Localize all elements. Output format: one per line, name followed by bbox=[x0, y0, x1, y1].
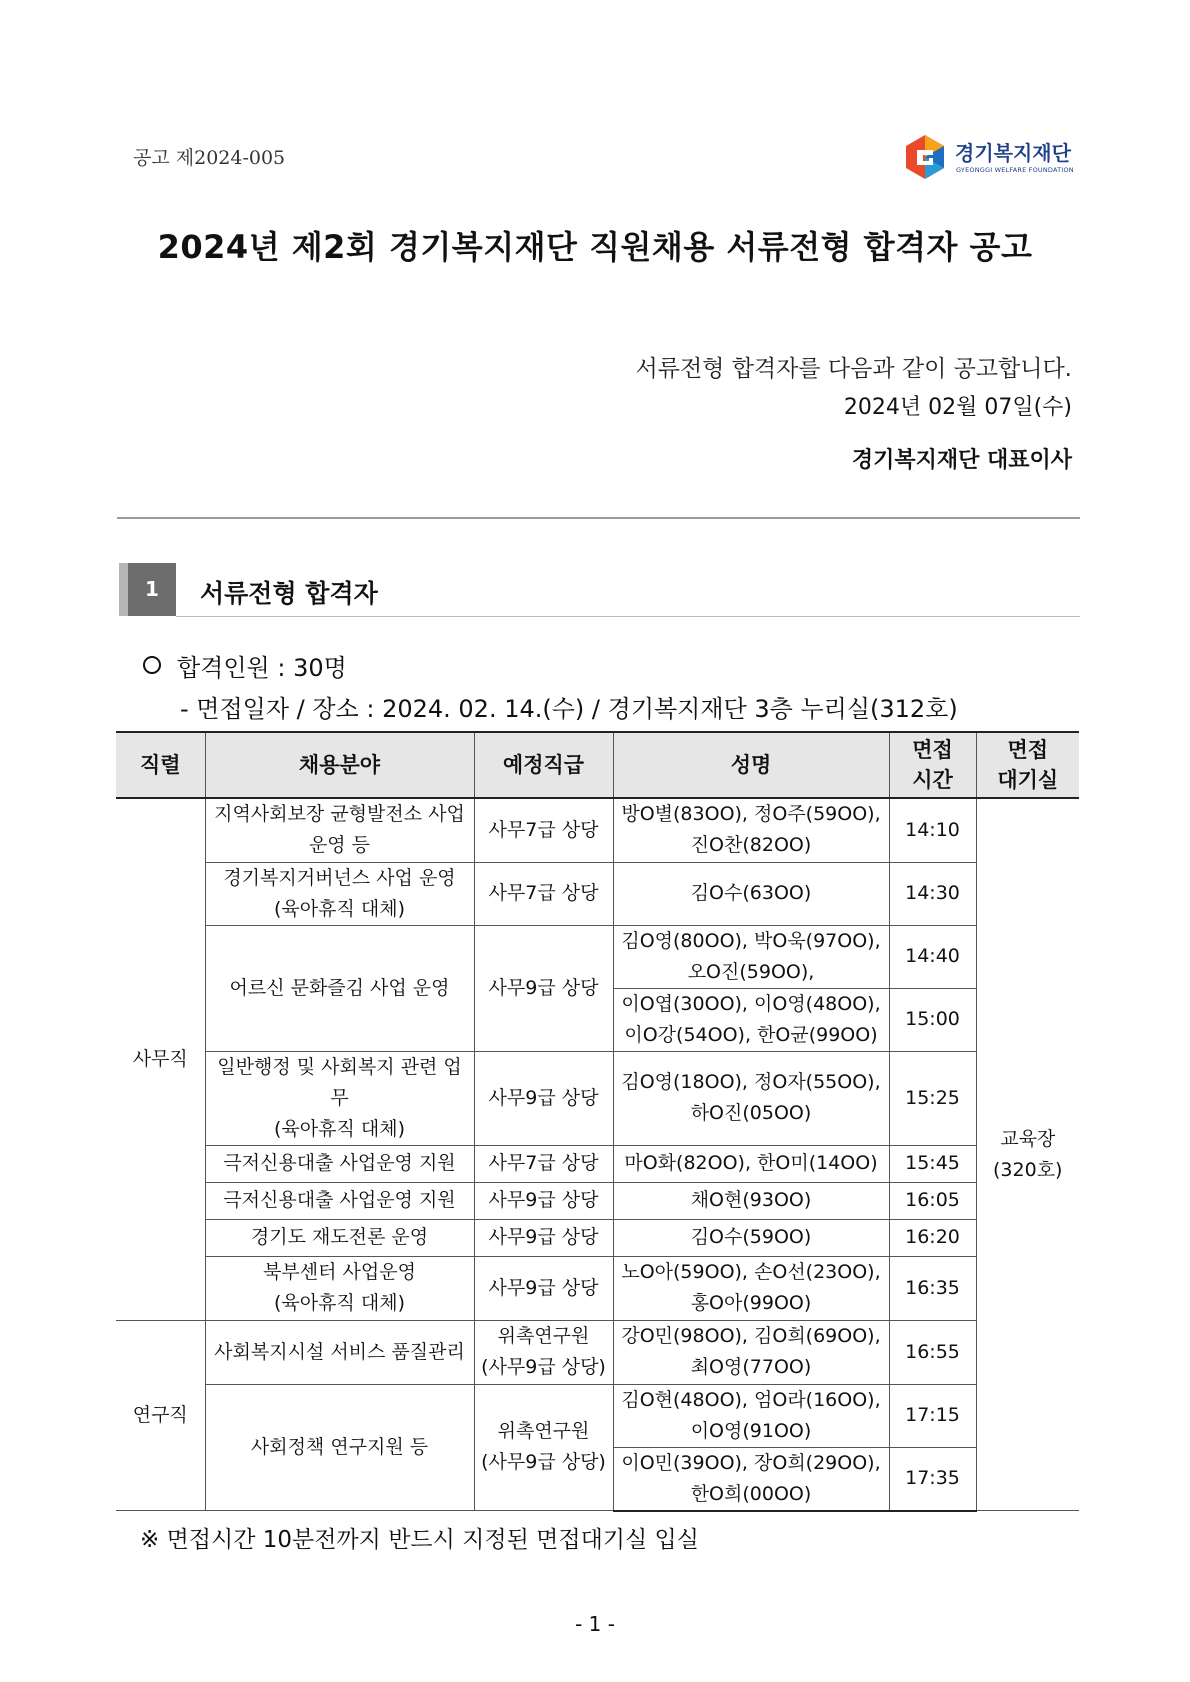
interview-note: ※ 면접시간 10분전까지 반드시 지정된 면접대기실 입실 bbox=[140, 1527, 699, 1553]
time-cell: 14:40 bbox=[889, 925, 976, 988]
circle-bullet-icon bbox=[143, 656, 161, 674]
names-cell: 채O현(93OO) bbox=[613, 1182, 889, 1219]
field-cell: 경기복지거버넌스 사업 운영 (육아휴직 대체) bbox=[205, 862, 474, 925]
table-row bbox=[116, 1182, 1079, 1219]
field-cell: 극저신용대출 사업운영 지원 bbox=[205, 1182, 474, 1219]
logo-mark-icon bbox=[903, 133, 947, 181]
table-row bbox=[116, 798, 1079, 862]
field-cell: 사회정책 연구지원 등 bbox=[205, 1384, 474, 1511]
page-title: 2024년 제2회 경기복지재단 직원채용 서류전형 합격자 공고 bbox=[157, 228, 1033, 266]
names-cell: 노O아(59OO), 손O선(23OO), 홍O아(99OO) bbox=[613, 1256, 889, 1320]
time-cell: 15:45 bbox=[889, 1145, 976, 1182]
page-number: - 1 - bbox=[575, 1612, 615, 1636]
names-cell: 김O영(18OO), 정O자(55OO), 하O진(05OO) bbox=[613, 1051, 889, 1145]
announcement-text: 서류전형 합격자를 다음과 같이 공고합니다. bbox=[635, 356, 1072, 382]
headcount-line bbox=[143, 648, 347, 683]
table-header-row bbox=[116, 732, 1079, 798]
time-cell: 16:35 bbox=[889, 1256, 976, 1320]
field-cell: 극저신용대출 사업운영 지원 bbox=[205, 1145, 474, 1182]
section-title: 서류전형 합격자 bbox=[200, 579, 378, 608]
field-cell: 일반행정 및 사회복지 관련 업무 (육아휴직 대체) bbox=[205, 1051, 474, 1145]
grade-cell: 사무7급 상당 bbox=[474, 798, 613, 862]
table-row bbox=[116, 925, 1079, 988]
grade-cell: 사무9급 상당 bbox=[474, 925, 613, 1051]
names-cell: 김O현(48OO), 엄O라(16OO), 이O영(91OO) bbox=[613, 1384, 889, 1447]
names-cell: 강O민(98OO), 김O희(69OO), 최O영(77OO) bbox=[613, 1320, 889, 1384]
schedule-line: - 면접일자 / 장소 : 2024. 02. 14.(수) / 경기복지재단 3층 누리실(312호) bbox=[180, 695, 958, 723]
grade-cell: 위촉연구원 (사무9급 상당) bbox=[474, 1384, 613, 1511]
grade-cell: 사무9급 상당 bbox=[474, 1182, 613, 1219]
table-row bbox=[116, 862, 1079, 925]
time-cell: 17:35 bbox=[889, 1447, 976, 1511]
grade-cell: 위촉연구원 (사무9급 상당) bbox=[474, 1320, 613, 1384]
names-cell: 이O민(39OO), 장O희(29OO), 한O희(00OO) bbox=[613, 1447, 889, 1511]
field-cell: 경기도 재도전론 운영 bbox=[205, 1219, 474, 1256]
field-cell: 지역사회보장 균형발전소 사업 운영 등 bbox=[205, 798, 474, 862]
time-cell: 16:55 bbox=[889, 1320, 976, 1384]
grade-cell: 사무9급 상당 bbox=[474, 1219, 613, 1256]
headcount-text: 합격인원 : 30명 bbox=[177, 654, 347, 682]
names-cell: 김O영(80OO), 박O욱(97OO), 오O진(59OO), bbox=[613, 925, 889, 988]
notice-number: 공고 제2024-005 bbox=[133, 147, 286, 169]
header-grade: 예정직급 bbox=[474, 732, 613, 798]
names-cell: 김O수(59OO) bbox=[613, 1219, 889, 1256]
field-cell: 사회복지시설 서비스 품질관리 bbox=[205, 1320, 474, 1384]
table-row bbox=[116, 1051, 1079, 1145]
series-cell: 사무직 bbox=[116, 798, 205, 1320]
table-row bbox=[116, 1320, 1079, 1384]
grade-cell: 사무7급 상당 bbox=[474, 1145, 613, 1182]
table-row bbox=[116, 1256, 1079, 1320]
header-series: 직렬 bbox=[116, 732, 205, 798]
grade-cell: 사무7급 상당 bbox=[474, 862, 613, 925]
section-divider bbox=[176, 616, 1080, 617]
time-cell: 14:10 bbox=[889, 798, 976, 862]
header-room: 면접 대기실 bbox=[976, 732, 1079, 798]
names-cell: 이O엽(30OO), 이O영(48OO), 이O강(54OO), 한O균(99OO) bbox=[613, 988, 889, 1051]
header-time: 면접 시간 bbox=[889, 732, 976, 798]
table-row bbox=[116, 1145, 1079, 1182]
names-cell: 마O화(82OO), 한O미(14OO) bbox=[613, 1145, 889, 1182]
announcement-issuer: 경기복지재단 대표이사 bbox=[851, 448, 1072, 473]
table-row bbox=[116, 1219, 1079, 1256]
time-cell: 17:15 bbox=[889, 1384, 976, 1447]
field-cell: 북부센터 사업운영 (육아휴직 대체) bbox=[205, 1256, 474, 1320]
names-cell: 방O별(83OO), 정O주(59OO), 진O찬(82OO) bbox=[613, 798, 889, 862]
names-cell: 김O수(63OO) bbox=[613, 862, 889, 925]
waiting-room-cell: 교육장 (320호) bbox=[976, 798, 1079, 1511]
field-cell: 어르신 문화즐김 사업 운영 bbox=[205, 925, 474, 1051]
grade-cell: 사무9급 상당 bbox=[474, 1256, 613, 1320]
grade-cell: 사무9급 상당 bbox=[474, 1051, 613, 1145]
logo-name: 경기복지재단 bbox=[955, 141, 1071, 165]
series-cell: 연구직 bbox=[116, 1320, 205, 1511]
time-cell: 16:05 bbox=[889, 1182, 976, 1219]
section-number: 1 bbox=[119, 563, 176, 616]
time-cell: 16:20 bbox=[889, 1219, 976, 1256]
divider bbox=[117, 517, 1080, 519]
header-names: 성명 bbox=[613, 732, 889, 798]
logo-subtitle: GYEONGGI WELFARE FOUNDATION bbox=[956, 166, 1074, 174]
header-field: 채용분야 bbox=[205, 732, 474, 798]
announcement-date: 2024년 02월 07일(수) bbox=[843, 395, 1072, 420]
foundation-logo bbox=[903, 133, 1083, 183]
time-cell: 14:30 bbox=[889, 862, 976, 925]
time-cell: 15:00 bbox=[889, 988, 976, 1051]
time-cell: 15:25 bbox=[889, 1051, 976, 1145]
applicant-table bbox=[116, 731, 1079, 1512]
table-row bbox=[116, 1384, 1079, 1447]
